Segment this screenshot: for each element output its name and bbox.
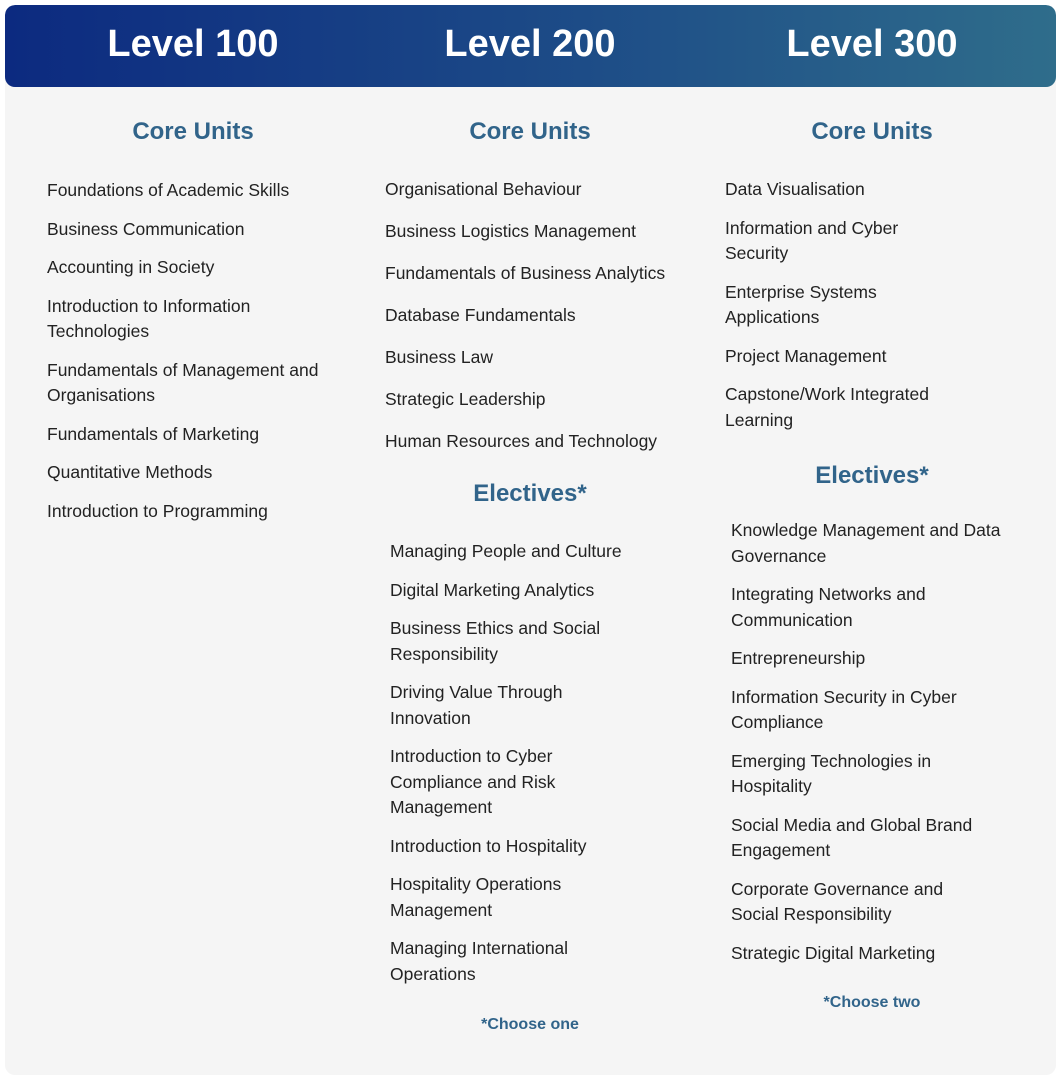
list-item: Data Visualisation (725, 179, 865, 199)
list-item: Organisational Behaviour (385, 179, 582, 199)
level-300-column (702, 117, 1042, 147)
levels-header (5, 5, 1056, 87)
list-item: Capstone/Work Integrated Learning (725, 384, 929, 430)
list-item: Introduction to Hospitality (390, 835, 587, 856)
list-item: Corporate Governance and Social Responsibility (731, 878, 944, 924)
list-item: Business Ethics and Social Responsibility (390, 618, 601, 664)
level-300-electives-heading: Electives* (815, 462, 929, 489)
list-item: Hospitality Operations Management (390, 874, 562, 920)
list-item: Social Media and Global Brand Engagement (731, 814, 973, 860)
list-item: Business Communication (47, 218, 245, 239)
level-200-choose-note: *Choose one (481, 1016, 579, 1033)
level-200-electives-header (360, 479, 700, 509)
list-item: Introduction to Programming (47, 500, 268, 521)
list-item: Accounting in Society (47, 257, 215, 277)
level-300-electives-list (731, 518, 1021, 966)
list-item: Digital Marketing Analytics (390, 579, 595, 600)
list-item: Integrating Networks and Communication (731, 584, 926, 630)
list-item: Project Management (725, 345, 887, 366)
list-item: Introduction to Cyber Compliance and Risk Management (390, 746, 556, 817)
list-item: Managing International Operations (390, 938, 569, 984)
list-item: Database Fundamentals (385, 305, 576, 325)
list-item: Information and Cyber Security (725, 217, 899, 263)
level-200-core-list-wrap (385, 177, 730, 471)
list-item: Introduction to Information Technologies (47, 295, 251, 341)
list-item: Business Law (385, 347, 493, 367)
list-item: Foundations of Academic Skills (47, 180, 290, 200)
level-300-choose-note: *Choose two (823, 994, 921, 1011)
level-300-electives-header (702, 461, 1042, 491)
course-structure-card (5, 5, 1056, 1075)
list-item: Quantitative Methods (47, 462, 213, 482)
level-200-title: Level 200 (444, 23, 616, 65)
list-item: Business Logistics Management (385, 221, 636, 241)
list-item: Human Resources and Technology (385, 431, 658, 451)
level-300-core-list (725, 177, 985, 433)
level-100-column (23, 117, 363, 147)
level-200-column (360, 117, 700, 147)
level-200-electives-heading: Electives* (473, 480, 587, 507)
list-item: Strategic Digital Marketing (731, 942, 936, 963)
list-item: Fundamentals of Business Analytics (385, 263, 666, 283)
list-item: Fundamentals of Management and Organisations (47, 359, 319, 405)
level-200-electives-wrap (390, 539, 660, 1000)
level-300-electives-wrap (731, 518, 1021, 979)
list-item: Emerging Technologies in Hospitality (731, 750, 932, 796)
level-200-electives-list (390, 539, 660, 987)
list-item: Driving Value Through Innovation (390, 682, 563, 728)
list-item: Entrepreneurship (731, 648, 866, 668)
level-200-core-heading: Core Units (469, 118, 591, 145)
level-100-title: Level 100 (107, 23, 279, 65)
level-200-core-list (385, 177, 730, 455)
level-300-title: Level 300 (786, 23, 958, 65)
list-item: Strategic Leadership (385, 389, 546, 409)
level-300-core-heading: Core Units (811, 118, 933, 145)
list-item: Managing People and Culture (390, 541, 622, 561)
list-item: Enterprise Systems Applications (725, 281, 877, 327)
list-item: Knowledge Management and Data Governance (731, 520, 1001, 566)
level-300-core-list-wrap (725, 177, 985, 446)
level-100-core-list-wrap (47, 178, 347, 537)
level-100-core-heading: Core Units (132, 118, 254, 145)
list-item: Fundamentals of Marketing (47, 423, 260, 444)
level-100-core-list (47, 178, 347, 524)
list-item: Information Security in Cyber Compliance (731, 686, 957, 732)
